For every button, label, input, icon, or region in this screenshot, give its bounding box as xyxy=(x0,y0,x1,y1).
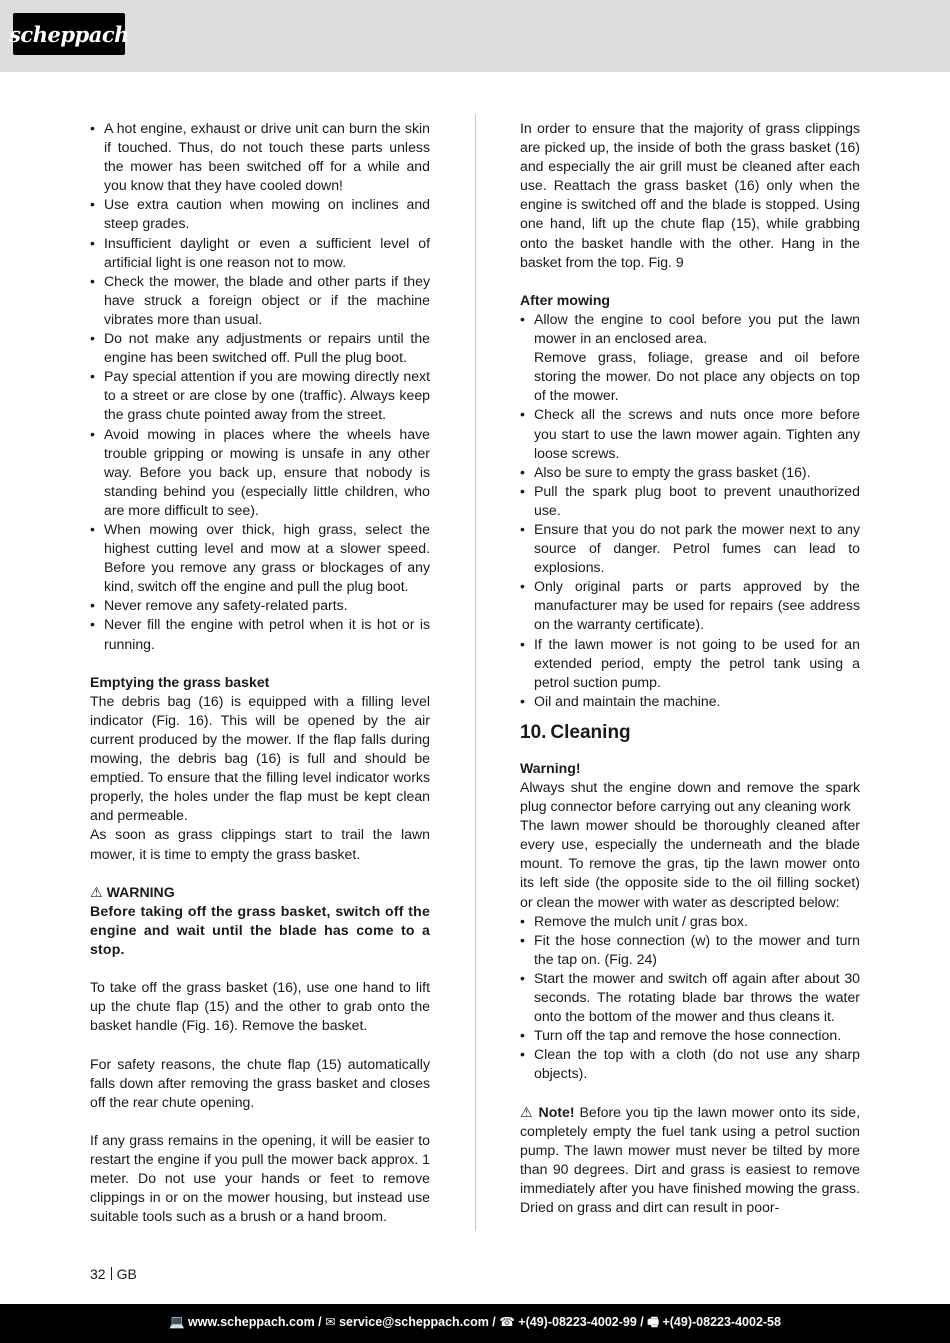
safety-paragraph: For safety reasons, the chute flap (15) automatically falls down after removing the grass basket and closes off the rear chute opening. xyxy=(90,1055,430,1110)
list-item: • When mowing over thick, high grass, select the highest cutting level and mow at a slower speed. Before you remove any grass or blockages of any kind, switch off the engine and pull the plug boot. xyxy=(90,520,430,596)
list-item: • Never fill the engine with petrol when it is hot or is running. xyxy=(90,615,430,653)
cleaning-warning-text: Always shut the engine down and remove the spark plug connector before carrying out any cleaning work xyxy=(520,779,860,815)
list-item: • Avoid mowing in places where the wheels have trouble gripping or mowing is unsafe in any other way. Before you back up, ensure that nobody is standing behind you (especially little children, who are more difficult to see). xyxy=(90,425,430,520)
list-item: • Do not make any adjustments or repairs until the engine has been switched off. Pull the plug boot. xyxy=(90,329,430,367)
list-item-text: Remove grass, foliage, grease and oil before storing the mower. Do not place any objects on top of the mower. xyxy=(534,349,860,404)
list-item: • Never remove any safety-related parts. xyxy=(90,596,430,615)
list-item-text: • Allow the engine to cool before you put the lawn mower in an enclosed area. xyxy=(534,310,860,347)
note-label: Note! xyxy=(538,1103,575,1120)
list-item: • Turn off the tap and remove the hose connection. xyxy=(520,1026,860,1045)
emptying-paragraph-2: As soon as grass clippings start to trail the lawn mower, it is time to empty the grass basket. xyxy=(90,826,430,862)
header-band xyxy=(0,0,950,72)
page-number-separator xyxy=(111,1267,112,1280)
left-column xyxy=(90,119,430,1226)
list-item: • Insufficient daylight or even a sufficient level of artificial light is one reason not to mow. xyxy=(90,234,430,272)
footer-bar xyxy=(0,1304,950,1343)
column-divider xyxy=(475,114,476,1231)
page-language: GB xyxy=(116,1266,137,1282)
list-item: • Clean the top with a cloth (do not use any sharp objects). xyxy=(520,1045,860,1083)
warning-heading xyxy=(90,883,430,902)
section-number: 10. xyxy=(520,721,547,743)
section-title-text: Cleaning xyxy=(550,721,631,743)
list-item: • Also be sure to empty the grass basket (16). xyxy=(520,463,860,482)
list-item: • Fit the hose connection (w) to the mower and turn the tap on. (Fig. 24) xyxy=(520,931,860,969)
emptying-heading: Emptying the grass basket xyxy=(90,673,270,690)
note-text: Before you tip the lawn mower onto its side, completely empty the fuel tank using a petrol suction pump. The lawn mower must never be tilted by more than 90 degrees. Dirt and grass is easiest to remove immediately after you have finished mowing the grass. Dried on grass and dirt can result in poor- xyxy=(520,1103,860,1216)
warning-text: Before taking off the grass basket, switch off the engine and wait until the blade has come to a stop. xyxy=(90,902,430,958)
footer-contact: 💻 www.scheppach.com / ✉ service@scheppach.com / ☎ +(49)-08223-4002-99 / 🖷 +(49)-08223-4002-58 xyxy=(169,1315,781,1329)
cleaning-list xyxy=(520,912,860,1084)
page-number xyxy=(90,1266,137,1282)
warning-triangle-icon: ⚠ xyxy=(520,1103,534,1120)
right-column xyxy=(520,119,860,1217)
list-item: • Check the mower, the blade and other parts if they have struck a foreign object or if the machine vibrates more than usual. xyxy=(90,272,430,329)
list-item: • Pay special attention if you are mowing directly next to a street or are close by one (traffic). Always keep the grass chute pointed away from the street. xyxy=(90,367,430,424)
grass-remains-paragraph: If any grass remains in the opening, it will be easier to restart the engine if you pull the mower back approx. 1 meter. Do not use your hands or feet to remove clippings in or on the mower housing, but instead use suitable tools such as a brush or a hand broom. xyxy=(90,1131,430,1225)
emptying-paragraph-1: The debris bag (16) is equipped with a filling level indicator (Fig. 16). This will be opened by the air current produced by the mower. If the flap falls during mowing, the debris bag (16) is full and should be emptied. To ensure that the filling level indicator works properly, the holes under the flap must be kept clean and permeable. xyxy=(90,692,430,824)
after-mowing-list xyxy=(520,310,860,711)
list-item: • Only original parts or parts approved by the manufacturer may be used for repairs (see address on the warranty certificate). xyxy=(520,577,860,634)
cleaning-paragraph: The lawn mower should be thoroughly cleaned after every use, especially the underneath and the blade mount. To remove the gras, tip the lawn mower onto its left side (the opposite side to the oil filling socket) or clean the mower with water as descripted below: xyxy=(520,817,860,910)
after-mowing-heading: After mowing xyxy=(520,291,611,308)
brand-logo xyxy=(9,13,129,55)
list-item: • If the lawn mower is not going to be used for an extended period, empty the petrol tank using a petrol suction pump. xyxy=(520,635,860,692)
logo-text: scheppach xyxy=(9,21,129,47)
list-item: • Check all the screws and nuts once more before you start to use the lawn mower again. Tighten any loose screws. xyxy=(520,405,860,462)
safety-bullet-list xyxy=(90,119,430,654)
take-off-paragraph: To take off the grass basket (16), use one hand to lift up the chute flap (15) and the other to grab onto the basket handle (Fig. 16). Remove the basket. xyxy=(90,979,430,1034)
list-item: • Start the mower and switch off again after about 30 seconds. The rotating blade bar throws the water onto the bottom of the mower and thus cleans it. xyxy=(520,969,860,1026)
section-title xyxy=(520,721,860,745)
list-item: • Oil and maintain the machine. xyxy=(520,692,860,711)
list-item: • Use extra caution when mowing on inclines and steep grades. xyxy=(90,195,430,233)
list-item: • A hot engine, exhaust or drive unit can burn the skin if touched. Thus, do not touch these parts unless the mower has been switched off for a while and you know that they have cooled down! xyxy=(90,119,430,195)
note-paragraph xyxy=(520,1103,860,1218)
list-item: • Ensure that you do not park the mower next to any source of danger. Petrol fumes can lead to explosions. xyxy=(520,520,860,577)
cleaning-warning-heading: Warning! xyxy=(520,759,581,776)
list-item xyxy=(520,310,860,405)
intro-paragraph: In order to ensure that the majority of grass clippings are picked up, the inside of both the grass basket (16) and especially the air grill must be cleaned after each use. Reattach the grass basket (16) only when the engine is switched off and the blade is stopped. Using one hand, lift up the chute flap (15), while grabbing onto the basket handle with the other. Hang in the basket from the top. Fig. 9 xyxy=(520,120,860,270)
list-item: • Remove the mulch unit / gras box. xyxy=(520,912,860,931)
page-number-value: 32 xyxy=(90,1266,106,1282)
warning-label: WARNING xyxy=(106,883,175,900)
list-item: • Pull the spark plug boot to prevent unauthorized use. xyxy=(520,482,860,520)
warning-triangle-icon: ⚠ xyxy=(90,883,103,900)
